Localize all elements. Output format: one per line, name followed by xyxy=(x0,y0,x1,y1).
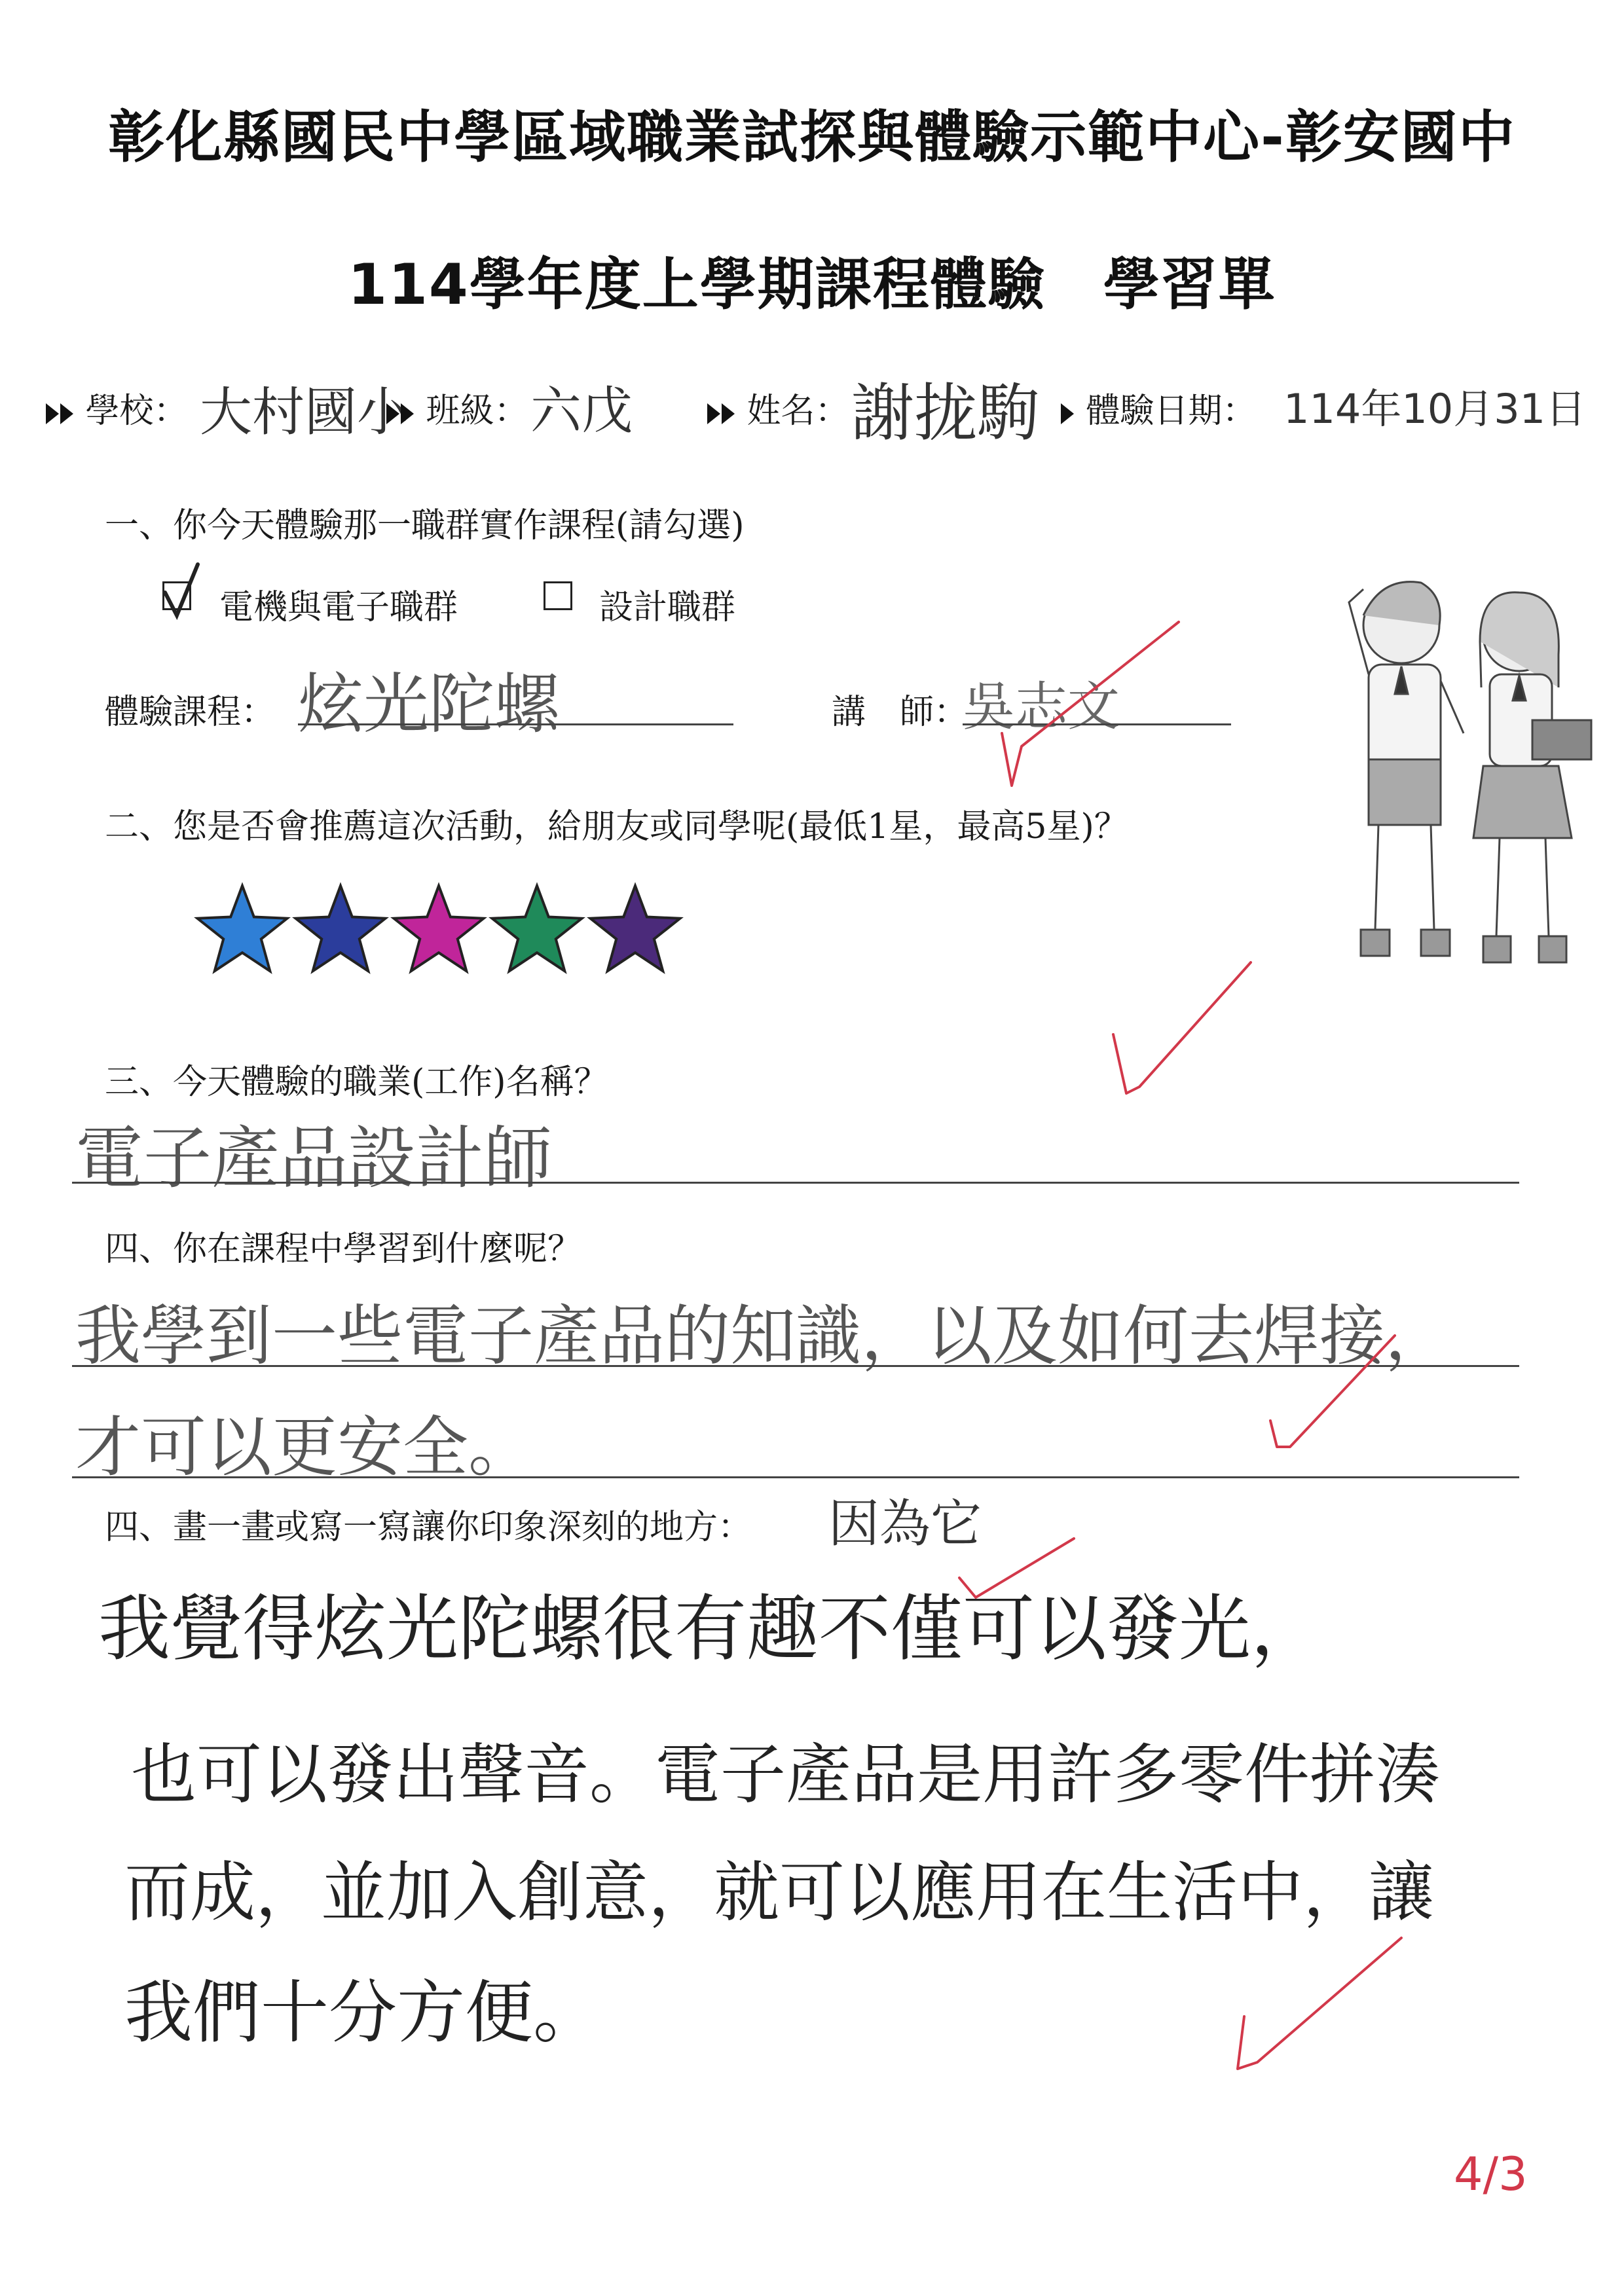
option-design-checkbox[interactable] xyxy=(544,581,572,610)
checkmark-red-icon xyxy=(1238,1938,1401,2069)
course-label: 體驗課程： xyxy=(105,693,276,732)
arrow-icon xyxy=(401,403,414,424)
arrow-icon xyxy=(46,403,59,424)
q2-question: 二、您是否會推薦這次活動，給朋友或同學呢(最低1星，最高5星)？ xyxy=(105,807,1128,847)
q5-inserted-words: 因為它 xyxy=(828,1495,982,1554)
q5-answer-line2: 也可以發出聲音。電子產品是用許多零件拼湊 xyxy=(131,1736,1441,1813)
name-label: 姓名： xyxy=(747,392,849,431)
school-value: 大村國小 xyxy=(200,382,409,443)
two-students-illustration-icon xyxy=(1323,563,1598,975)
stars-svg xyxy=(190,877,688,989)
teacher-label: 講 師： xyxy=(832,693,969,732)
option-design-label: 設計職群 xyxy=(599,588,736,627)
school-field xyxy=(46,383,188,432)
q1-question: 一、你今天體驗那一職群實作課程(請勾選) xyxy=(105,506,745,545)
q3-question: 三、今天體驗的職業(工作)名稱？ xyxy=(105,1063,608,1102)
worksheet-subtitle: 114學年度上學期課程體驗 學習單 xyxy=(348,252,1276,318)
school-label: 學校： xyxy=(85,392,188,431)
option-electrical-label: 電機與電子職群 xyxy=(219,588,458,627)
q4-underline-1 xyxy=(72,1365,1519,1367)
q4-underline-2 xyxy=(72,1476,1519,1478)
course-value: 炫光陀螺 xyxy=(298,666,560,742)
arrow-icon xyxy=(722,403,735,424)
date-value: 114年10月31日 xyxy=(1283,385,1587,433)
q4-answer-line2: 才可以更安全。 xyxy=(75,1409,534,1485)
class-label: 班級： xyxy=(426,392,528,431)
arrow-icon xyxy=(707,403,720,424)
checkmark-red-icon xyxy=(1113,962,1251,1093)
class-value: 六戊 xyxy=(530,382,633,441)
star-icon xyxy=(394,886,484,971)
arrow-icon xyxy=(1061,403,1074,424)
q3-answer: 電子產品設計師 xyxy=(75,1118,553,1198)
date-field xyxy=(1061,383,1257,432)
q4-answer-line1: 我學到一些電子產品的知識，以及如何去焊接， xyxy=(75,1298,1450,1374)
star-icon xyxy=(492,886,582,971)
arrow-icon xyxy=(60,403,73,424)
star-icon xyxy=(296,886,386,971)
arrow-icon xyxy=(386,403,399,424)
q5-question: 四、畫一畫或寫一寫讓你印象深刻的地方： xyxy=(105,1508,752,1547)
star-icon xyxy=(591,886,680,971)
date-label: 體驗日期： xyxy=(1086,392,1257,431)
star-rating xyxy=(190,877,688,989)
teacher-value: 吳志文 xyxy=(963,676,1120,737)
page-note: 4/3 xyxy=(1454,2147,1528,2201)
q5-answer-line1: 我覺得炫光陀螺很有趣不僅可以發光， xyxy=(98,1587,1323,1671)
worksheet-title: 彰化縣國民中學區域職業試探與體驗示範中心-彰安國中 xyxy=(108,105,1516,170)
name-value: 謝拢駒 xyxy=(851,376,1040,450)
teacher-underline xyxy=(963,723,1231,725)
option-electrical-checkbox[interactable] xyxy=(162,581,191,610)
class-field xyxy=(386,383,528,432)
star-icon xyxy=(198,886,287,971)
name-field xyxy=(707,383,849,432)
q3-underline xyxy=(72,1182,1519,1184)
course-underline xyxy=(298,723,733,725)
q5-answer-line3: 而成，並加入創意，就可以應用在生活中，讓 xyxy=(124,1854,1434,1931)
q5-answer-line4: 我們十分方便。 xyxy=(124,1973,602,2052)
q4-question: 四、你在課程中學習到什麼呢？ xyxy=(105,1230,582,1269)
